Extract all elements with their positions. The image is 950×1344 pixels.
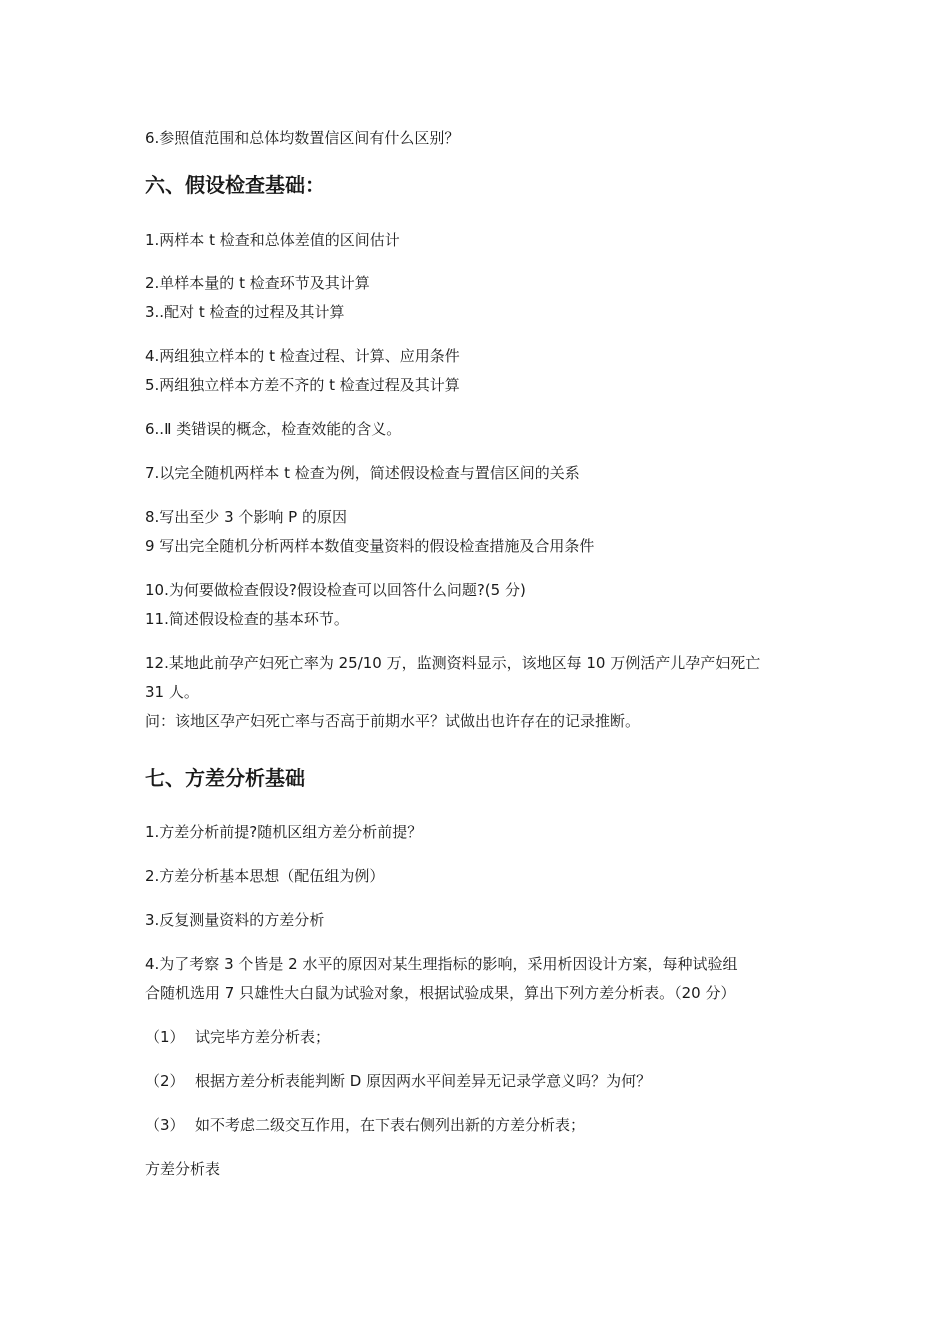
item-6-7: 7.以完全随机两样本 t 检查为例，简述假设检查与置信区间的关系	[145, 464, 580, 482]
item-7-4-line-2: 合随机选用 7 只雄性大白鼠为试验对象，根据试验成果，算出下列方差分析表。（20 分）	[145, 984, 736, 1002]
item-6-12-question: 问：该地区孕产妇死亡率与否高于前期水平？试做出也许存在的记录推断。	[145, 712, 641, 730]
item-6-2: 2.单样本量的 t 检查环节及其计算	[145, 274, 370, 292]
item-6-3: 3..配对 t 检查的过程及其计算	[145, 303, 345, 321]
item-7-1: 1.方差分析前提?随机区组方差分析前提？	[145, 823, 423, 841]
item-6-12-line-2: 31 人。	[145, 683, 199, 701]
subquestion-1-text: 试完毕方差分析表；	[195, 1028, 331, 1046]
subquestion-2-number: （2）	[145, 1072, 185, 1090]
item-6-11: 11.简述假设检查的基本环节。	[145, 610, 349, 628]
subquestion-1	[145, 1027, 330, 1047]
item-6-4: 4.两组独立样本的 t 检查过程、计算、应用条件	[145, 347, 460, 365]
item-7-4-line-1: 4.为了考察 3 个皆是 2 水平的原因对某生理指标的影响，采用析因设计方案，每种试验组	[145, 955, 738, 973]
table-caption: 方差分析表	[145, 1160, 221, 1178]
subquestion-1-number: （1）	[145, 1028, 185, 1046]
subquestion-3	[145, 1115, 585, 1135]
question-6-ref-range: 6.参照值范围和总体均数置信区间有什么区别？	[145, 129, 460, 147]
subquestion-2-text: 根据方差分析表能判断 D 原因两水平间差异无记录学意义吗？为何？	[195, 1072, 652, 1090]
subquestion-3-number: （3）	[145, 1116, 185, 1134]
section-heading-hypothesis-testing: 六、假设检查基础：	[145, 173, 325, 197]
item-7-3: 3.反复测量资料的方差分析	[145, 911, 325, 929]
item-6-5: 5.两组独立样本方差不齐的 t 检查过程及其计算	[145, 376, 460, 394]
section-heading-anova: 七、方差分析基础	[145, 766, 305, 790]
item-6-10: 10.为何要做检查假设?假设检查可以回答什么问题?(5 分)	[145, 581, 526, 599]
item-6-8: 8.写出至少 3 个影响 P 的原因	[145, 508, 347, 526]
item-7-2: 2.方差分析基本思想（配伍组为例）	[145, 867, 385, 885]
item-6-1: 1.两样本 t 检查和总体差值的区间估计	[145, 231, 400, 249]
item-6-12-line-1: 12.某地此前孕产妇死亡率为 25/10 万，监测资料显示，该地区每 10 万例活产儿孕产妇死亡	[145, 654, 761, 672]
item-6-9: 9 写出完全随机分析两样本数值变量资料的假设检查措施及合用条件	[145, 537, 595, 555]
item-6-6: 6..Ⅱ 类错误的概念，检查效能的含义。	[145, 420, 402, 438]
subquestion-3-text: 如不考虑二级交互作用，在下表右侧列出新的方差分析表；	[195, 1116, 586, 1134]
subquestion-2	[145, 1071, 651, 1091]
